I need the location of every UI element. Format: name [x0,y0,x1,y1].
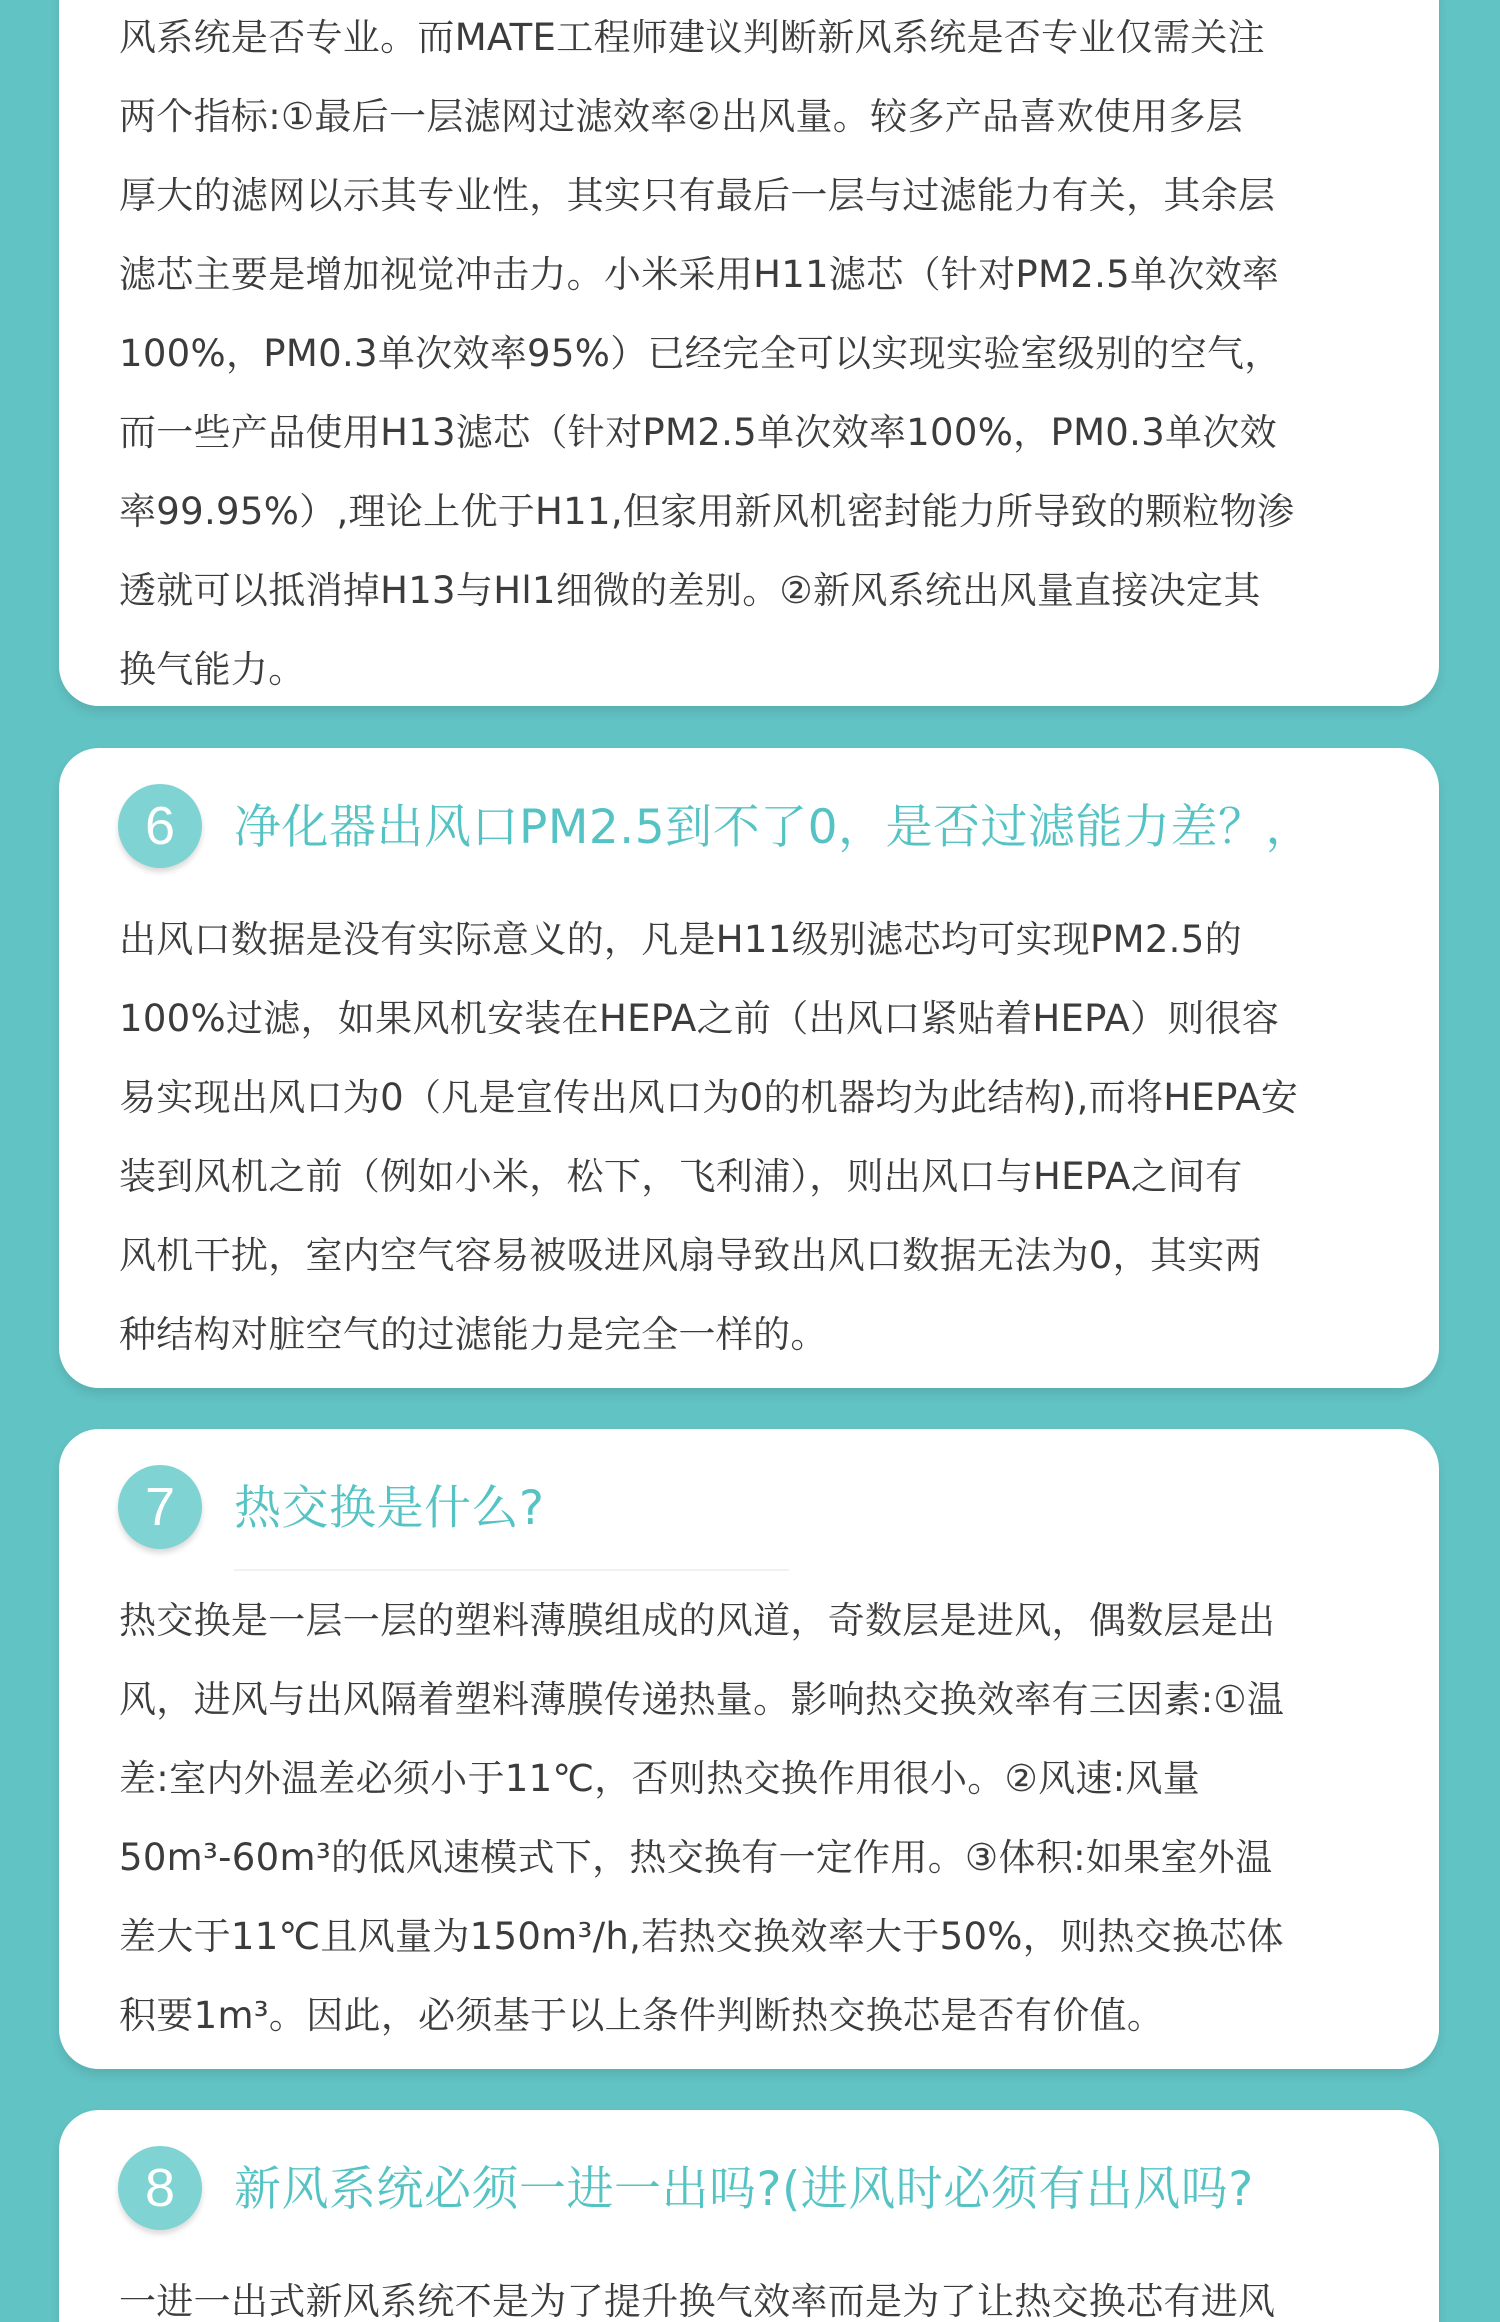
section-body: 风系统是否专业。而MATE工程师建议判断新风系统是否专业仅需关注 两个指标:①最后一层滤网过滤效率②出风量。较多产品喜欢使用多层 厚大的滤网以示其专业性，其实只有最后一层与过滤能力有关，其余层 滤芯主要是增加视觉冲击力。小米采用H11滤芯（针对PM2.5单次效率 100%，PM0.3单次效率95%）已经完全可以实现实验室级别的空气， 而一些产品使用H13滤芯（针对PM2.5单次效率100%，PM0.3单次效 率99.95%）,理论上优于H11,但家用新风机密封能力所导致的颗粒物渗 透就可以抵消掉H13与Hl1细微的差别。②新风系统出风量直接决定其 换气能力。 [119,16,1295,691]
section-number-badge: 6 [118,784,202,868]
section-card-8 [59,2110,1439,2322]
section-body: 热交换是一层一层的塑料薄膜组成的风道，奇数层是进风，偶数层是出 风，进风与出风隔着塑料薄膜传递热量。影响热交换效率有三因素:①温 差:室内外温差必须小于11℃，否则热交换作用很小。②风速:风量 50m³-60m³的低风速模式下，热交换有一定作用。③体积:如果室外温 差大于11℃且风量为150m³/h,若热交换效率大于50%，则热交换芯体 积要1m³。因此，必须基于以上条件判断热交换芯是否有价值。 [119,1599,1285,2037]
section-title: 热交换是什么? [234,1481,545,1536]
section-card-6 [59,748,1439,1388]
section-title: 新风系统必须一进一出吗?(进风时必须有出风吗? [234,2162,1254,2217]
section-number-badge: 8 [118,2146,202,2230]
section-body: 出风口数据是没有实际意义的，凡是H11级别滤芯均可实现PM2.5的 100%过滤，如果风机安装在HEPA之前（出风口紧贴着HEPA）则很容 易实现出风口为0（凡是宣传出风口为0的机器均为此结构),而将HEPA安 装到风机之前（例如小米，松下，飞利浦），则出风口与HEPA之间有 风机干扰，室内空气容易被吸进风扇导致出风口数据无法为0，其实两 种结构对脏空气的过滤能力是完全一样的。 [119,918,1299,1356]
section-card-7 [59,1429,1439,2069]
section-body: 一进一出式新风系统不是为了提升换气效率而是为了让热交换芯有进风 [119,2280,1276,2322]
title-divider [234,1569,789,1571]
section-title: 净化器出风口PM2.5到不了0，是否过滤能力差？， [234,800,1314,855]
section-number-badge: 7 [118,1465,202,1549]
section-card-continued [59,0,1439,706]
